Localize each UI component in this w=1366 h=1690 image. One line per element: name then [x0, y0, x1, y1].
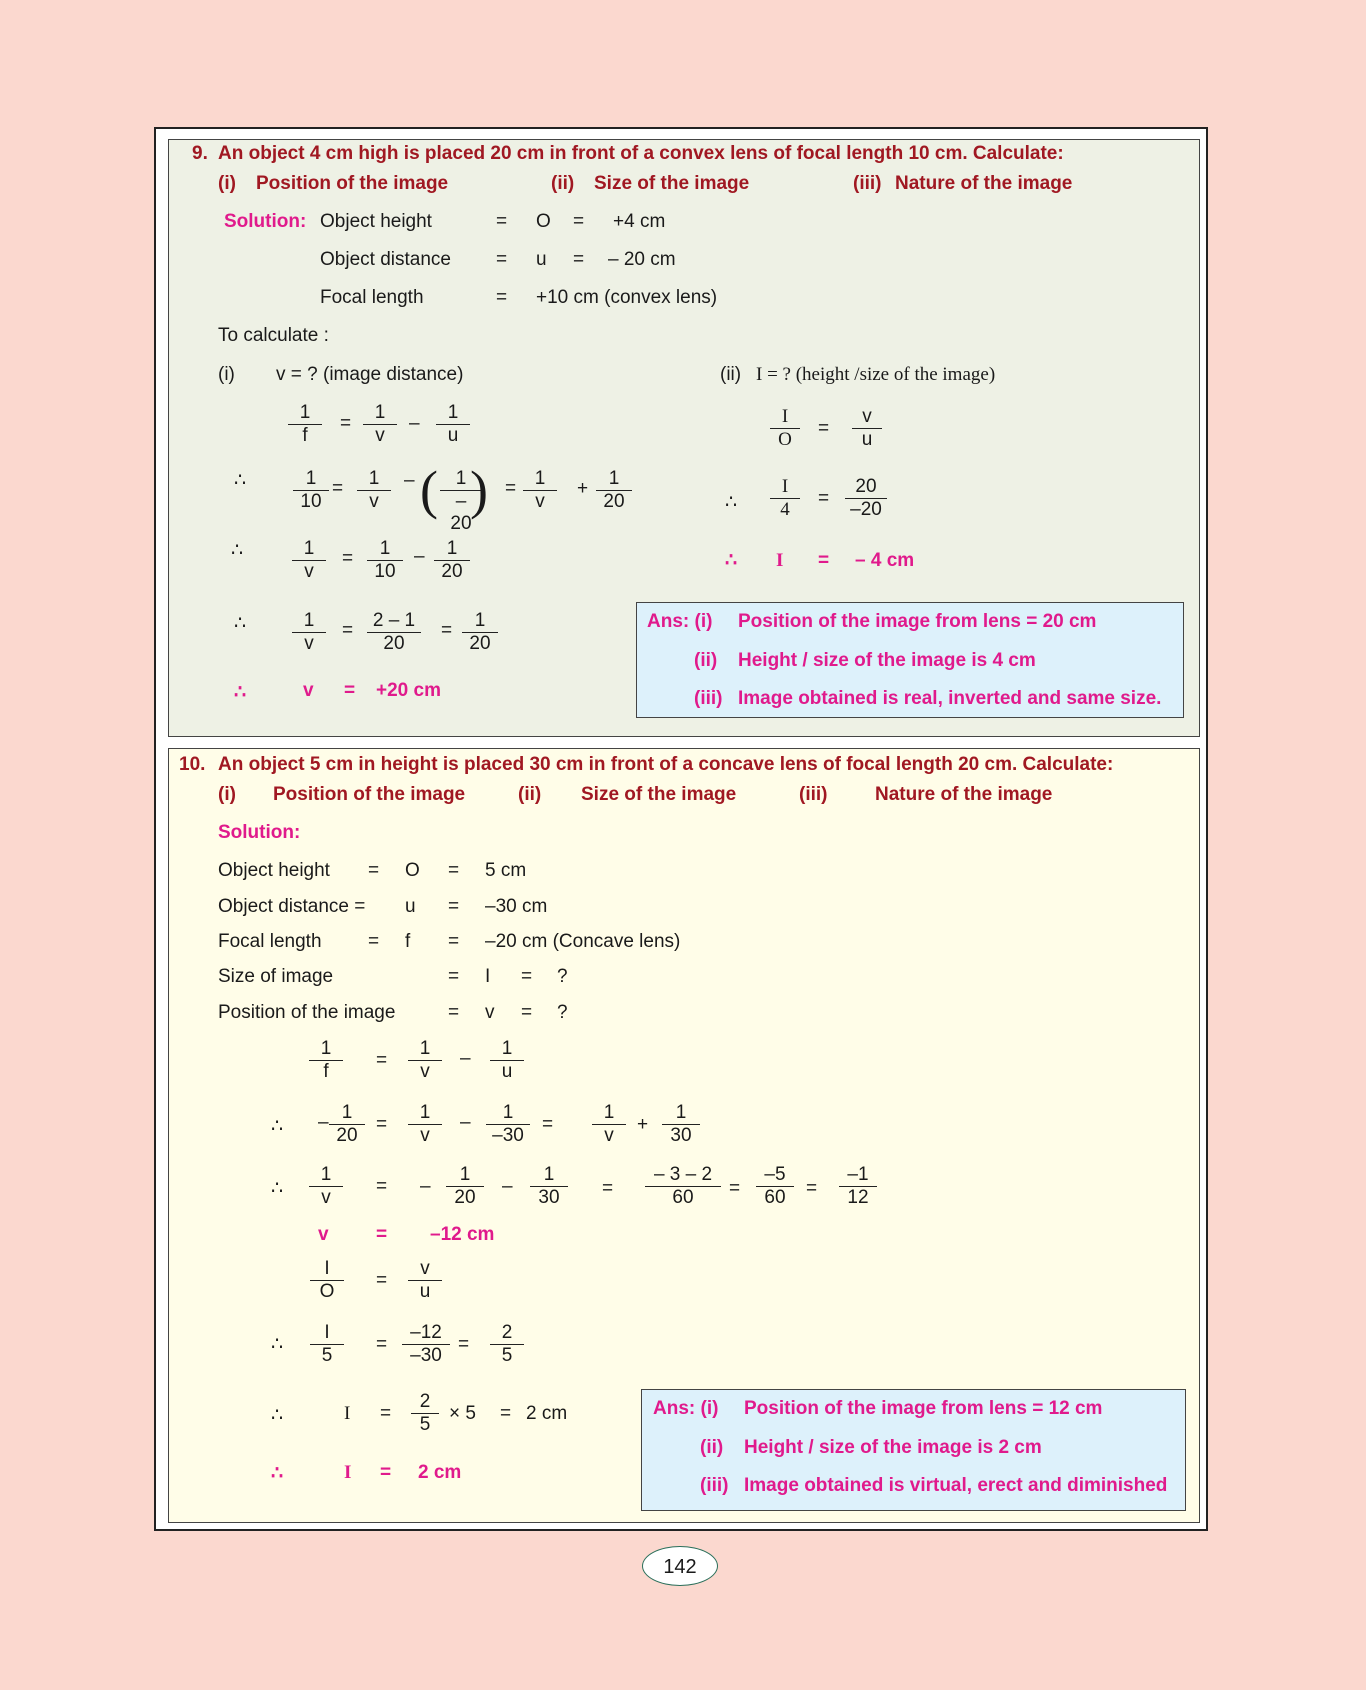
- fraction: –1 12: [839, 1164, 877, 1209]
- symbol-I: I: [344, 1403, 351, 1424]
- q10-part-i-num: (i): [218, 784, 236, 805]
- q10-answer-1: Position of the image from lens = 12 cm: [744, 1398, 1103, 1419]
- times-five: × 5: [449, 1403, 476, 1424]
- fraction: 1 v: [523, 468, 557, 513]
- fraction: 20 –20: [845, 476, 887, 521]
- therefore-symbol: ∴: [271, 1463, 284, 1484]
- given-symbol: O: [536, 211, 551, 232]
- equals-sign: =: [376, 1270, 388, 1291]
- q9-question: An object 4 cm high is placed 20 cm in front of a convex lens of focal length 10 cm. Calculate:: [218, 143, 1064, 164]
- equals-sign: =: [368, 860, 380, 881]
- equals-sign: =: [806, 1178, 818, 1199]
- fraction: 1 – 20: [440, 468, 482, 535]
- minus-sign: –: [409, 413, 420, 434]
- therefore-symbol: ∴: [271, 1116, 284, 1137]
- q9-part-i-text: v = ? (image distance): [276, 364, 464, 385]
- equals-sign: =: [448, 931, 460, 952]
- equals-sign: =: [448, 896, 460, 917]
- q10-given-label: Size of image: [218, 966, 334, 987]
- q9-answer-1: Position of the image from lens = 20 cm: [738, 611, 1097, 632]
- equals-sign: =: [496, 249, 508, 270]
- fraction: v u: [852, 406, 882, 451]
- therefore-symbol: ∴: [271, 1334, 284, 1355]
- q9-to-calculate: To calculate :: [218, 325, 329, 346]
- fraction: –5 60: [756, 1164, 794, 1209]
- equals-sign: =: [818, 418, 830, 439]
- q10-part-ii: Size of the image: [581, 784, 737, 805]
- equals-sign: =: [376, 1334, 388, 1355]
- equals-sign: =: [376, 1114, 388, 1135]
- q9-given-label: Focal length: [320, 287, 424, 308]
- equals-sign: =: [602, 1178, 614, 1199]
- result-symbol: v: [318, 1224, 329, 1245]
- q9-result-v: +20 cm: [376, 680, 441, 701]
- minus-sign: –: [420, 1176, 431, 1197]
- result-symbol: I: [344, 1462, 352, 1483]
- q10-question: An object 5 cm in height is placed 30 cm in front of a concave lens of focal length 20 cm. Calculate:: [218, 754, 1114, 775]
- fraction: 1 u: [490, 1038, 524, 1083]
- q10-result-I: 2 cm: [418, 1462, 462, 1483]
- therefore-symbol: ∴: [234, 470, 247, 491]
- given-value: –30 cm: [485, 896, 548, 917]
- fraction: 1 v: [408, 1038, 442, 1083]
- fraction: –12 –30: [402, 1322, 450, 1367]
- answer-num: (iii): [700, 1475, 729, 1496]
- given-symbol: I: [485, 966, 491, 987]
- equals-sign: =: [448, 1002, 460, 1023]
- equals-sign: =: [376, 1176, 388, 1197]
- equals-sign: =: [380, 1403, 392, 1424]
- q9-solution-label: Solution:: [224, 211, 307, 232]
- equals-sign: =: [521, 1002, 533, 1023]
- fraction: 1 10: [367, 538, 403, 583]
- fraction: 1 f: [309, 1038, 343, 1083]
- q9-part-ii: Size of the image: [594, 173, 750, 194]
- therefore-symbol: ∴: [271, 1178, 284, 1199]
- equals-sign: =: [380, 1462, 392, 1483]
- q9-part-ii-label: (ii): [720, 364, 742, 385]
- therefore-symbol: ∴: [231, 540, 244, 561]
- q10-given-label: Focal length: [218, 931, 322, 952]
- fraction: I O: [310, 1258, 344, 1303]
- fraction: I 5: [310, 1322, 344, 1367]
- fraction: – 3 – 2 60: [645, 1164, 721, 1209]
- page-number: 142: [642, 1546, 718, 1586]
- given-symbol: O: [405, 860, 420, 881]
- minus-sign: –: [414, 546, 425, 567]
- close-paren: ): [470, 460, 488, 520]
- equals-sign: =: [441, 620, 453, 641]
- equals-sign: =: [500, 1403, 512, 1424]
- q9-part-iii: Nature of the image: [895, 173, 1073, 194]
- equals-sign: =: [818, 488, 830, 509]
- q9-given-label: Object distance: [320, 249, 451, 270]
- given-symbol: v: [485, 1002, 495, 1023]
- minus-sign: –: [404, 470, 415, 491]
- q10-result-v: –12 cm: [430, 1224, 495, 1245]
- therefore-symbol: ∴: [725, 492, 738, 513]
- q9-given-label: Object height: [320, 211, 432, 232]
- equals-sign: =: [458, 1334, 470, 1355]
- answer-num: (ii): [700, 1437, 724, 1458]
- equals-sign: =: [496, 211, 508, 232]
- fraction: 1 v: [309, 1164, 343, 1209]
- q9-answer-3: Image obtained is real, inverted and same size.: [738, 688, 1162, 709]
- fraction: 1 v: [292, 610, 326, 655]
- fraction: 1 v: [357, 468, 391, 513]
- equals-sign: =: [573, 249, 585, 270]
- q9-answer-2: Height / size of the image is 4 cm: [738, 650, 1036, 671]
- q10-part-iii-num: (iii): [799, 784, 828, 805]
- equals-sign: =: [818, 550, 830, 571]
- fraction: 2 5: [411, 1391, 439, 1436]
- equals-sign: =: [376, 1224, 388, 1245]
- given-value: +4 cm: [613, 211, 666, 232]
- fraction: 1 v: [363, 402, 397, 447]
- equals-sign: =: [505, 478, 517, 499]
- q9-part-iii-num: (iii): [853, 173, 882, 194]
- q10-answer-2: Height / size of the image is 2 cm: [744, 1437, 1042, 1458]
- result-symbol: v: [303, 680, 314, 701]
- given-symbol: u: [536, 249, 547, 270]
- therefore-symbol: ∴: [725, 550, 738, 571]
- fraction: 1 20: [596, 468, 632, 513]
- given-value: ?: [557, 1002, 568, 1023]
- equals-sign: =: [521, 966, 533, 987]
- fraction: I O: [770, 406, 800, 451]
- given-value: – 20 cm: [608, 249, 676, 270]
- fraction: 1 20: [446, 1164, 484, 1209]
- result-symbol: I: [776, 550, 784, 571]
- equals-sign: =: [368, 931, 380, 952]
- minus-sign: –: [460, 1112, 471, 1133]
- fraction: 1 u: [436, 402, 470, 447]
- q10-answer-3: Image obtained is virtual, erect and diminished: [744, 1475, 1168, 1496]
- q10-ans-label: Ans: (i): [653, 1398, 719, 1419]
- equals-sign: =: [344, 680, 356, 701]
- plus-sign: +: [577, 478, 589, 499]
- fraction: 1 30: [530, 1164, 568, 1209]
- open-paren: (: [420, 460, 438, 520]
- equals-sign: =: [448, 860, 460, 881]
- q9-part-i-label: (i): [218, 364, 235, 385]
- equals-sign: =: [340, 413, 352, 434]
- fraction: 1 v: [592, 1102, 626, 1147]
- equals-sign: =: [729, 1178, 741, 1199]
- q9-part-i: Position of the image: [256, 173, 449, 194]
- q10-solution-label: Solution:: [218, 822, 301, 843]
- equals-sign: =: [332, 478, 344, 499]
- fraction: 1 20: [329, 1102, 365, 1147]
- therefore-symbol: ∴: [234, 613, 247, 634]
- equals-sign: =: [542, 1114, 554, 1135]
- q9-part-ii-text: I = ? (height /size of the image): [756, 364, 996, 385]
- minus-sign: –: [502, 1176, 513, 1197]
- therefore-symbol: ∴: [271, 1405, 284, 1426]
- equals-sign: =: [376, 1050, 388, 1071]
- fraction: 1 –30: [486, 1102, 530, 1147]
- fraction: 1 f: [288, 402, 322, 447]
- fraction: 1 20: [462, 610, 498, 655]
- fraction: 1 10: [293, 468, 329, 513]
- therefore-symbol: ∴: [234, 682, 247, 703]
- fraction: 2 5: [490, 1322, 524, 1367]
- equals-sign: =: [448, 966, 460, 987]
- given-value: 5 cm: [485, 860, 527, 881]
- fraction: 1 20: [434, 538, 470, 583]
- q10-given-label: Position of the image: [218, 1002, 396, 1023]
- given-value: +10 cm (convex lens): [536, 287, 718, 308]
- answer-num: (ii): [694, 650, 718, 671]
- equals-sign: =: [342, 548, 354, 569]
- q10-part-i: Position of the image: [273, 784, 466, 805]
- given-value: ?: [557, 966, 568, 987]
- q10-given-label: Object distance =: [218, 896, 366, 917]
- q9-number: 9.: [192, 143, 208, 164]
- q9-part-i-num: (i): [218, 173, 236, 194]
- q10-part-iii: Nature of the image: [875, 784, 1053, 805]
- q10-number: 10.: [179, 754, 206, 775]
- plus-sign: +: [637, 1114, 649, 1135]
- equals-sign: =: [573, 211, 585, 232]
- q9-result-I: – 4 cm: [855, 550, 915, 571]
- fraction: 2 – 1 20: [367, 610, 421, 655]
- minus-sign: –: [460, 1048, 471, 1069]
- answer-num: (iii): [694, 688, 723, 709]
- given-symbol: u: [405, 896, 416, 917]
- q9-part-ii-num: (ii): [551, 173, 575, 194]
- fraction: 1 v: [408, 1102, 442, 1147]
- fraction: 1 v: [292, 538, 326, 583]
- equals-sign: =: [342, 620, 354, 641]
- q10-given-label: Object height: [218, 860, 330, 881]
- fraction: I 4: [770, 476, 800, 521]
- I-value: 2 cm: [526, 1403, 568, 1424]
- equals-sign: =: [496, 287, 508, 308]
- fraction: 1 30: [662, 1102, 700, 1147]
- given-value: –20 cm (Concave lens): [485, 931, 681, 952]
- fraction: v u: [408, 1258, 442, 1303]
- minus-sign: –: [318, 1112, 329, 1133]
- q9-ans-label: Ans: (i): [647, 611, 713, 632]
- given-symbol: f: [405, 931, 411, 952]
- q10-part-ii-num: (ii): [518, 784, 542, 805]
